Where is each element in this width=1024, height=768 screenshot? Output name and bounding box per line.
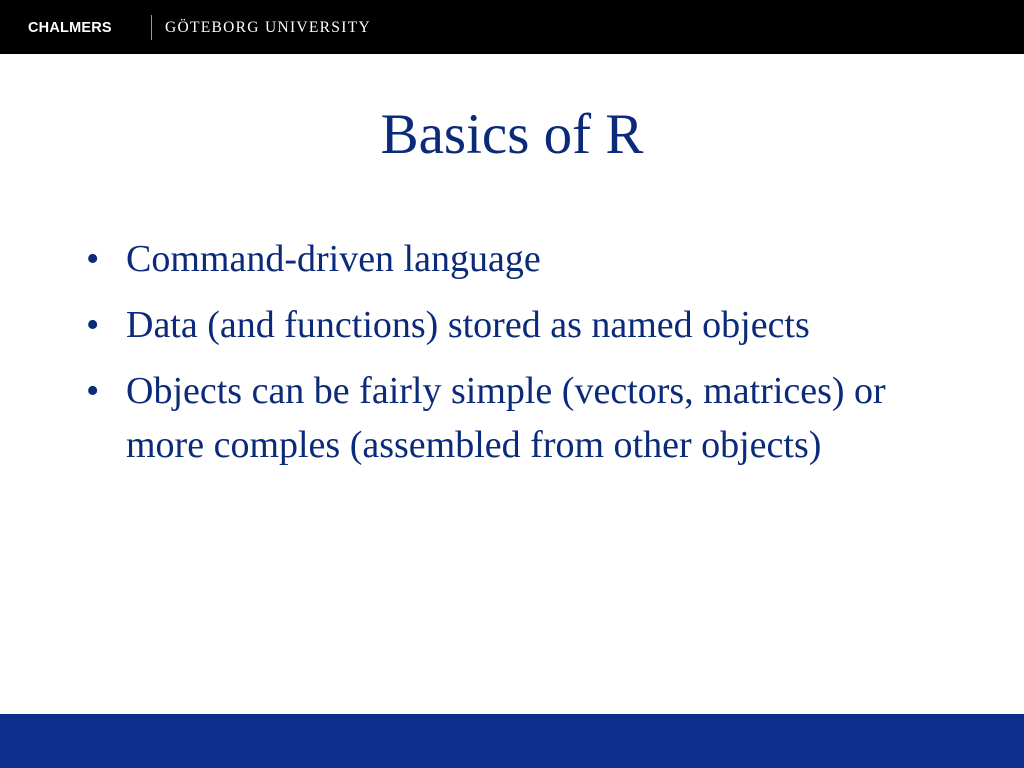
bullet-text: Data (and functions) stored as named objects <box>126 304 810 346</box>
bullet-item <box>86 364 966 472</box>
goteborg-university-logo-text: GÖTEBORG UNIVERSITY <box>165 19 371 36</box>
bullet-icon: • <box>86 238 100 280</box>
header-bar <box>0 0 1024 54</box>
bullet-icon: • <box>86 370 100 412</box>
footer-bar <box>0 714 1024 768</box>
logo-divider <box>151 15 152 40</box>
bullet-list <box>86 232 966 484</box>
bullet-text: Objects can be fairly simple (vectors, matrices) or more comples (assembled from other objects) <box>126 370 886 466</box>
bullet-item <box>86 232 966 286</box>
bullet-text: Command-driven language <box>126 238 541 280</box>
slide-title: Basics of R <box>380 103 644 166</box>
bullet-icon: • <box>86 304 100 346</box>
chalmers-logo-text: CHALMERS <box>28 20 112 36</box>
bullet-item <box>86 298 966 352</box>
